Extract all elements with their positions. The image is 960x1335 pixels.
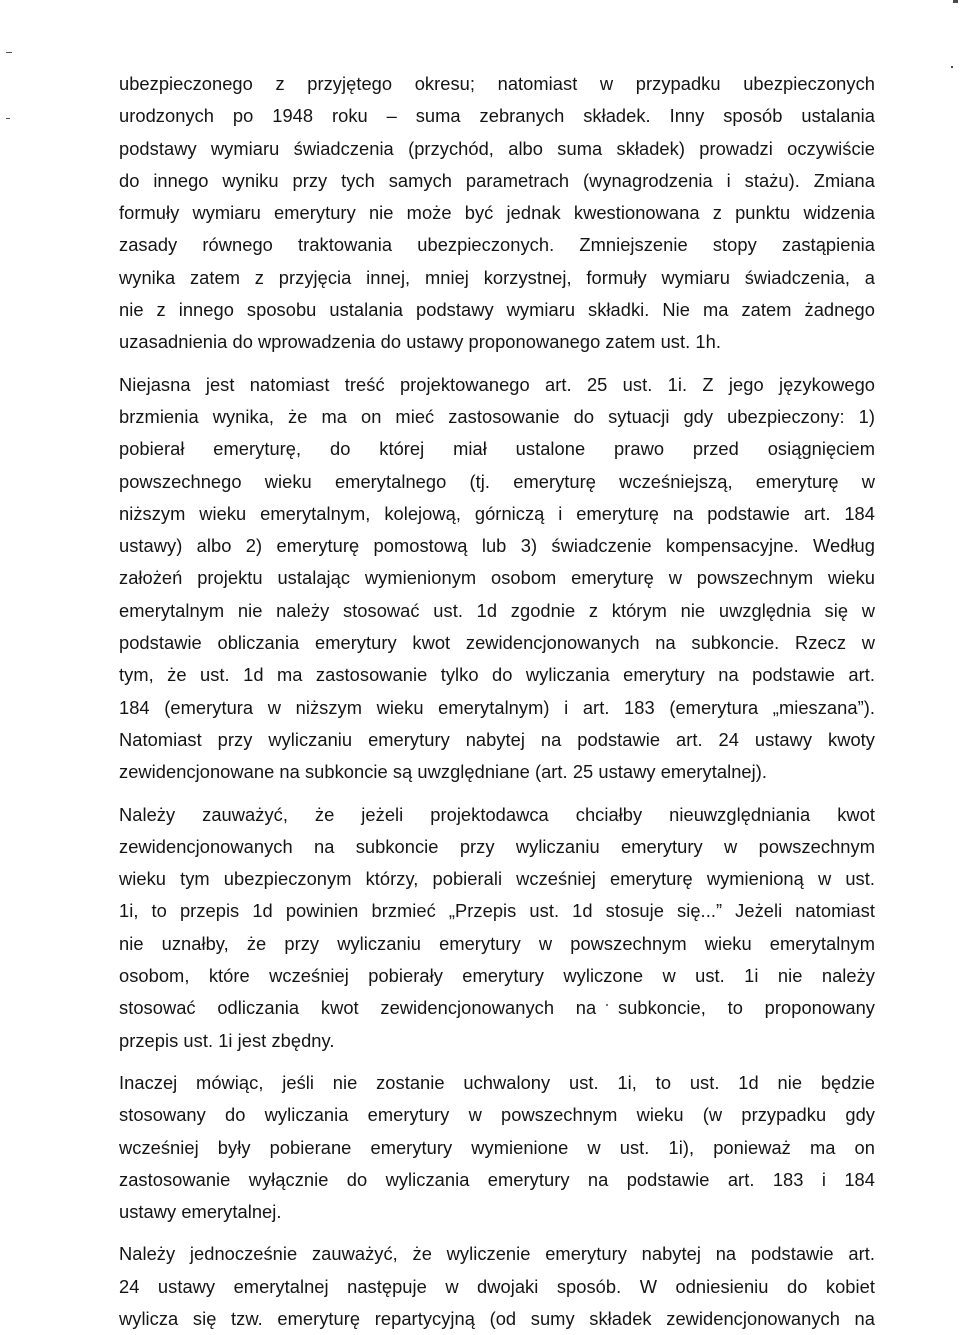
text-line: wynika zatem z przyjęcia innej, mniej korzystnej, formuły wymiaru świadczenia, a bbox=[119, 266, 875, 288]
paragraph bbox=[119, 68, 875, 359]
text-line: podstawy wymiaru świadczenia (przychód, albo suma składek) prowadzi oczywiście bbox=[119, 137, 875, 159]
text-line: tym, że ust. 1d ma zastosowanie tylko do wyliczania emerytury na podstawie art. bbox=[119, 664, 875, 686]
text-line: nie z innego sposobu ustalania podstawy wymiaru składki. Nie ma zatem żadnego bbox=[119, 299, 875, 321]
text-line: ubezpieczonego z przyjętego okresu; natomiast w przypadku ubezpieczonych bbox=[119, 73, 875, 94]
text-line: Niejasna jest natomiast treść projektowanego art. 25 ust. 1i. Z jego językowego bbox=[119, 373, 875, 395]
scan-mark bbox=[6, 52, 12, 53]
text-line: emerytalnym nie należy stosować ust. 1d zgodnie z którym nie uwzględnia się w bbox=[119, 599, 875, 621]
text-line: ustawy emerytalnej. bbox=[119, 1201, 282, 1223]
paragraph bbox=[119, 799, 875, 1057]
scan-mark bbox=[953, 0, 958, 3]
text-line: Należy jednocześnie zauważyć, że wyliczenie emerytury nabytej na podstawie art. bbox=[119, 1243, 875, 1265]
paragraph bbox=[119, 1067, 875, 1228]
text-line: wieku tym ubezpieczonym którzy, pobierali wcześniej emeryturę wymienioną w ust. bbox=[119, 868, 875, 890]
text-line: do innego wyniku przy tych samych parametrach (wynagrodzenia i stażu). Zmiana bbox=[119, 169, 875, 191]
text-line: 24 ustawy emerytalnej następuje w dwojaki sposób. W odniesieniu do kobiet bbox=[119, 1275, 875, 1297]
text-line: Natomiast przy wyliczaniu emerytury nabytej na podstawie art. 24 ustawy kwoty bbox=[119, 728, 875, 750]
text-line: formuły wymiaru emerytury nie może być jednak kwestionowana z punktu widzenia bbox=[119, 202, 875, 224]
text-line: 1i, to przepis 1d powinien brzmieć „Przepis ust. 1d stosuje się...” Jeżeli natomiast bbox=[119, 900, 875, 922]
text-line: powszechnego wieku emerytalnego (tj. emeryturę wcześniejszą, emeryturę w bbox=[119, 470, 875, 492]
text-line: uzasadnienia do wprowadzenia do ustawy proponowanego zatem ust. 1h. bbox=[119, 331, 721, 353]
text-line: niższym wieku emerytalnym, kolejową, górniczą i emeryturę na podstawie art. 184 bbox=[119, 502, 875, 524]
text-line: zasady równego traktowania ubezpieczonych. Zmniejszenie stopy zastąpienia bbox=[119, 234, 875, 256]
text-line: wylicza się tzw. emeryturę repartycyjną (od sumy składek zewidencjonowanych na bbox=[119, 1307, 875, 1329]
text-line: ustawy) albo 2) emeryturę pomostową lub 3) świadczenie kompensacyjne. Według bbox=[119, 535, 875, 557]
text-line: podstawie obliczania emerytury kwot zewidencjonowanych na subkoncie. Rzecz w bbox=[119, 632, 875, 654]
text-line: brzmienia wynika, że ma on mieć zastosowanie do sytuacji gdy ubezpieczony: 1) bbox=[119, 405, 875, 427]
text-line: stosowany do wyliczania emerytury w powszechnym wieku (w przypadku gdy bbox=[119, 1104, 875, 1126]
text-line: pobierał emeryturę, do której miał ustalone prawo przed osiągnięciem bbox=[119, 438, 875, 460]
text-line: założeń projektu ustalając wymienionym osobom emeryturę w powszechnym wieku bbox=[119, 567, 875, 589]
text-line: 184 (emerytura w niższym wieku emerytalnym) i art. 183 (emerytura „mieszana”). bbox=[119, 696, 875, 718]
text-line: zewidencjonowanych na subkoncie przy wyliczaniu emerytury w powszechnym bbox=[119, 835, 875, 857]
text-line: wcześniej były pobierane emerytury wymienione w ust. 1i), ponieważ ma on bbox=[119, 1136, 875, 1158]
text-line: nie uznałby, że przy wyliczaniu emerytury w powszechnym wieku emerytalnym bbox=[119, 932, 875, 954]
paragraph bbox=[119, 1238, 875, 1335]
text-line: przepis ust. 1i jest zbędny. bbox=[119, 1029, 335, 1051]
text-line: osobom, które wcześniej pobierały emerytury wyliczone w ust. 1i nie należy bbox=[119, 965, 875, 987]
scan-mark bbox=[6, 118, 10, 119]
body-text bbox=[119, 68, 875, 1335]
text-line: urodzonych po 1948 roku – suma zebranych składek. Inny sposób ustalania bbox=[119, 105, 875, 127]
text-line: zastosowanie wyłącznie do wyliczania emerytury na podstawie art. 183 i 184 bbox=[119, 1168, 875, 1190]
paragraph bbox=[119, 369, 875, 789]
text-line: zewidencjonowane na subkoncie są uwzględniane (art. 25 ustawy emerytalnej). bbox=[119, 761, 768, 783]
text-line: stosować odliczania kwot zewidencjonowanych na subkoncie, to proponowany bbox=[119, 997, 875, 1019]
scan-mark bbox=[951, 66, 953, 68]
text-line: Należy zauważyć, że jeżeli projektodawca chciałby nieuwzględniania kwot bbox=[119, 803, 875, 825]
text-line: Inaczej mówiąc, jeśli nie zostanie uchwalony ust. 1i, to ust. 1d nie będzie bbox=[119, 1071, 875, 1093]
